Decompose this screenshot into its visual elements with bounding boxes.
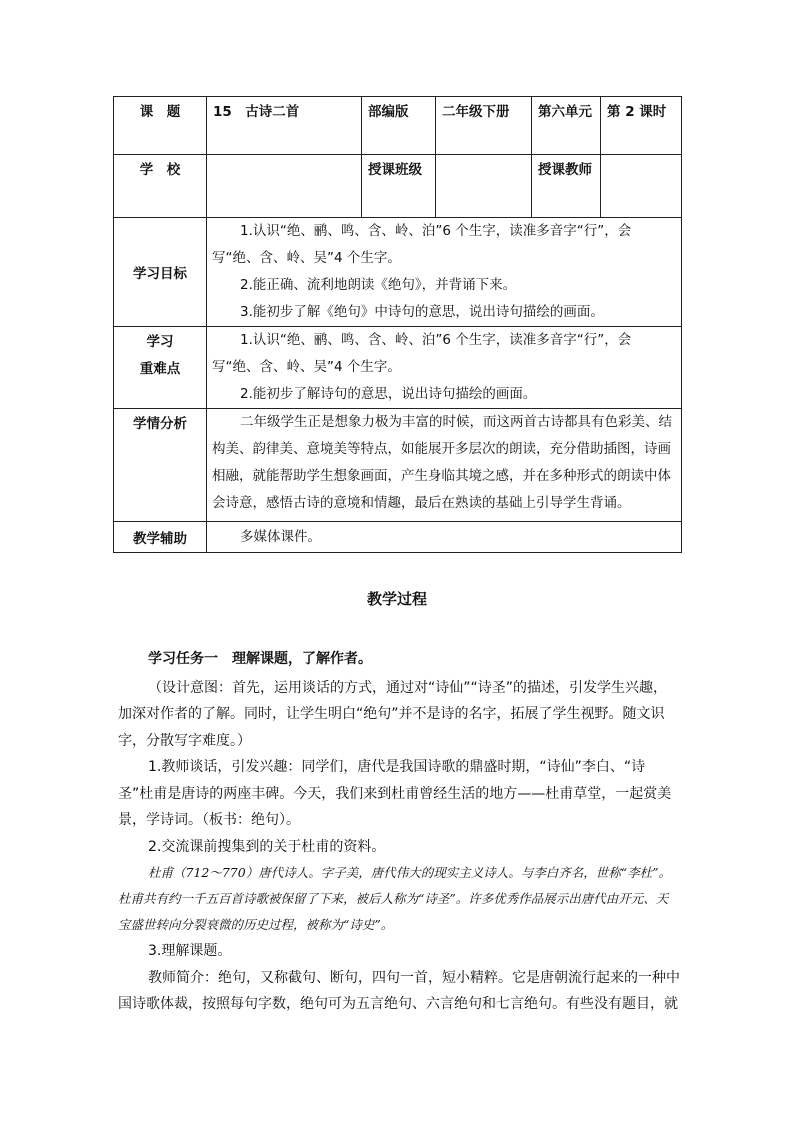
goals-label: 学习目标 xyxy=(114,218,207,327)
design-intent: （设计意图：首先，运用谈话的方式，通过对“诗仙”“诗圣”的描述，引发学生兴趣，加深对作者的了解。同时，让学生明白“绝句”并不是诗的名字，拓展了学生视野。随文识字，分散写字难度。） xyxy=(118,679,668,749)
author-quote: 杜甫（712～770）唐代诗人。字子美，唐代伟大的现实主义诗人。与李白齐名，世称“李杜”。杜甫共有约一千五百首诗歌被保留了下来，被后人称为“诗圣”。许多优秀作品展示出唐代由开元、天宝盛世转向分裂衰微的历史过程，被称为“诗史”。 xyxy=(118,865,671,932)
step-1: 1.教师谈话，引发兴趣：同学们，唐代是我国诗歌的鼎盛时期，“诗仙”李白、“诗圣”杜甫是唐诗的两座丰碑。今天，我们来到杜甫曾经生活的地方——杜甫草堂，一起赏美景，学诗词。（板书：绝句）。 xyxy=(118,759,672,828)
table-row xyxy=(114,155,682,218)
step-2: 2.交流课前搜集到的关于杜甫的资料。 xyxy=(148,838,386,855)
lesson-plan-table xyxy=(113,96,682,553)
lesson-title-value: 15 古诗二首 xyxy=(207,97,362,155)
grade-cell: 二年级下册 xyxy=(436,97,532,155)
analysis-label: 学情分析 xyxy=(114,409,207,522)
key-points-content xyxy=(207,327,682,409)
class-value xyxy=(436,155,532,218)
edition-cell: 部编版 xyxy=(362,97,436,155)
teacher-label: 授课教师 xyxy=(532,155,601,218)
goals-content xyxy=(207,218,682,327)
aids-label: 教学辅助 xyxy=(114,522,207,553)
table-row xyxy=(114,327,682,409)
table-row xyxy=(114,97,682,155)
table-row xyxy=(114,409,682,522)
school-value xyxy=(207,155,362,218)
teaching-process xyxy=(118,646,680,1018)
teacher-value xyxy=(601,155,682,218)
goal-item: 1.认识“绝、鹂、鸣、含、岭、泊”6 个生字，读准多音字“行”，会写“绝、含、岭、吴”4 个生字。 xyxy=(212,223,632,266)
key-points-label: 学习 重难点 xyxy=(114,327,207,409)
period-cell: 第 2 课时 xyxy=(601,97,682,155)
step-3: 3.理解课题。 xyxy=(148,943,232,959)
task-heading: 学习任务一 理解课题，了解作者。 xyxy=(148,651,372,667)
key-point-item: 2.能初步了解诗句的意思，说出诗句描绘的画面。 xyxy=(240,386,537,402)
table-row xyxy=(114,218,682,327)
goal-item: 2.能正确、流利地朗读《绝句》，并背诵下来。 xyxy=(240,277,517,293)
aids-content: 多媒体课件。 xyxy=(207,522,682,553)
table-row xyxy=(114,522,682,553)
unit-cell: 第六单元 xyxy=(532,97,601,155)
school-label: 学 校 xyxy=(114,155,207,218)
lesson-title-label: 课 题 xyxy=(114,97,207,155)
intro-paragraph: 教师简介：绝句，又称截句、断句，四句一首，短小精粹。它是唐朝流行起来的一种中国诗歌体裁，按照每句字数，绝句可为五言绝句、六言绝句和七言绝句。有些没有题目，就 xyxy=(118,969,680,1012)
key-point-item: 1.认识“绝、鹂、鸣、含、岭、泊”6 个生字，读准多音字“行”，会写“绝、含、岭、吴”4 个生字。 xyxy=(212,332,632,375)
section-title: 教学过程 xyxy=(366,590,427,608)
goal-item: 3.能初步了解《绝句》中诗句的意思，说出诗句描绘的画面。 xyxy=(240,304,604,320)
class-label: 授课班级 xyxy=(362,155,436,218)
analysis-content: 二年级学生正是想象力极为丰富的时候，而这两首古诗都具有色彩美、结构美、韵律美、意境美等特点，如能展开多层次的朗读，充分借助插图，诗画相融，就能帮助学生想象画面，产生身临其境之感，并在多种形式的朗读中体会诗意，感悟古诗的意境和情趣，最后在熟读的基础上引导学生背诵。 xyxy=(207,409,682,522)
